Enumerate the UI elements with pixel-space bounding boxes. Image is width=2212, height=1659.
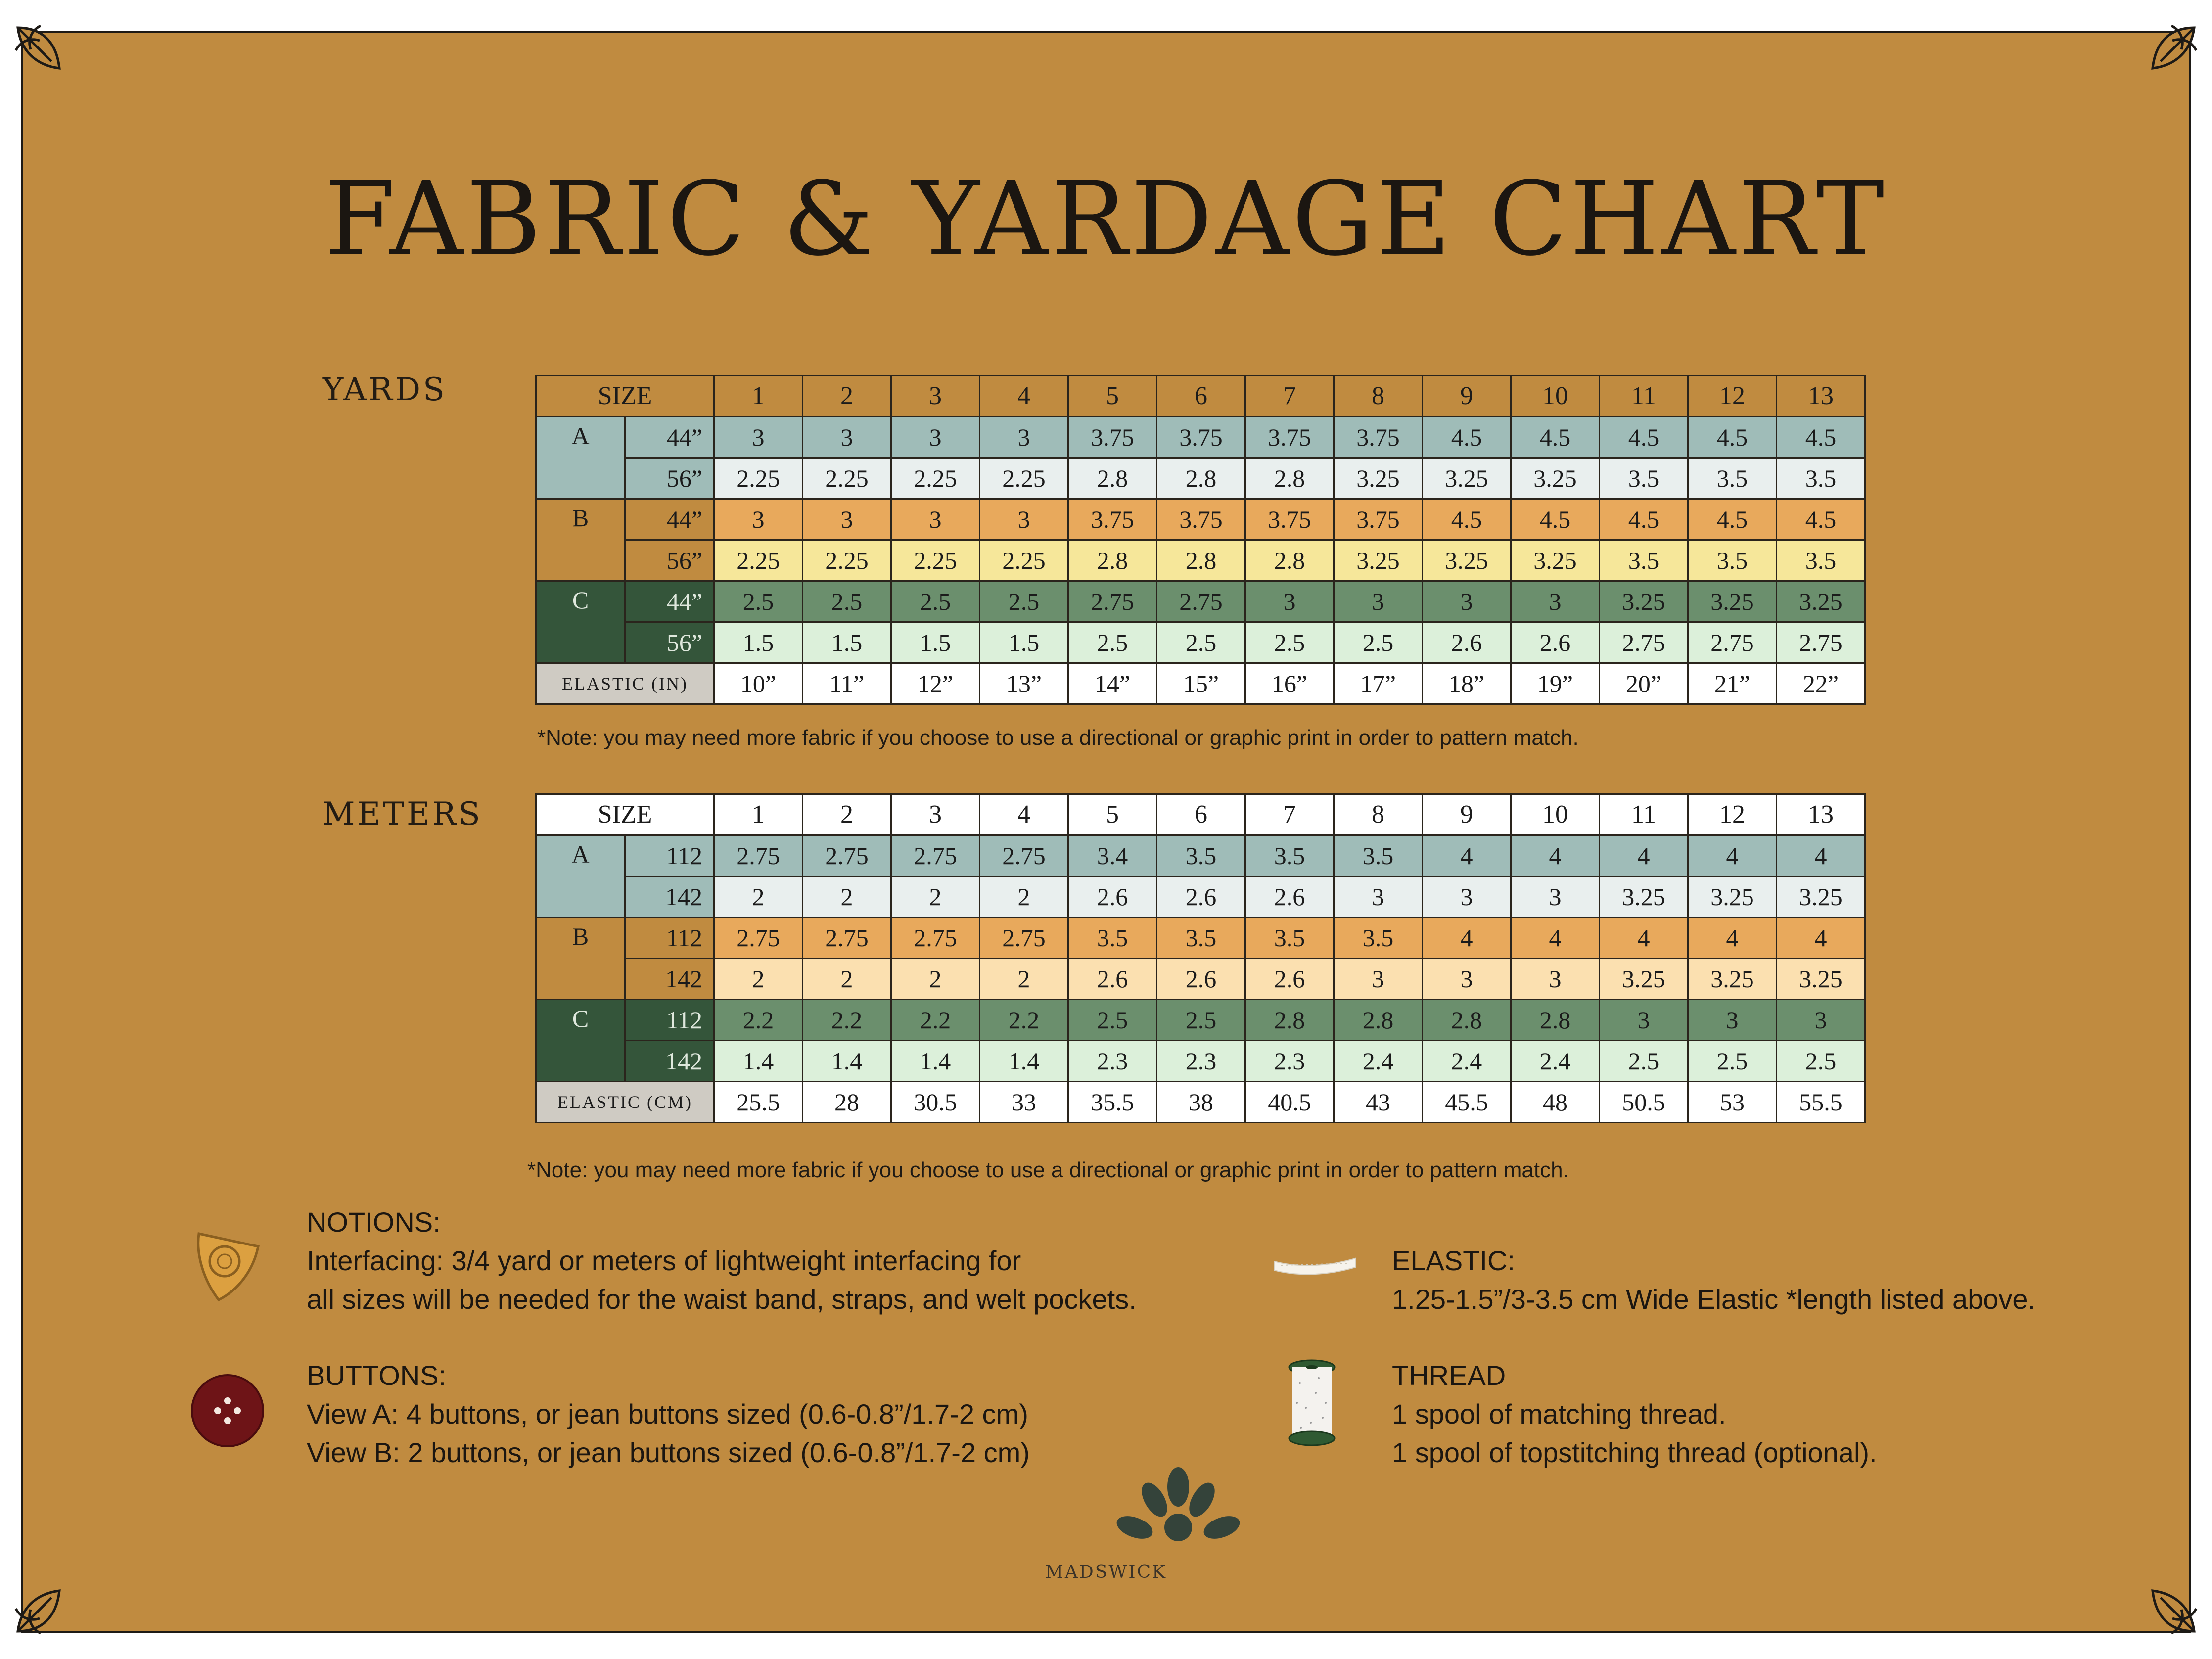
view-row xyxy=(536,458,1865,499)
yards-grid xyxy=(535,375,1866,705)
yardage-cell: 4 xyxy=(1600,835,1688,876)
size-header-cell: 5 xyxy=(1068,376,1157,417)
yardage-cell: 3 xyxy=(980,499,1068,540)
yardage-cell: 2 xyxy=(891,876,980,918)
yardage-cell: 3 xyxy=(1245,581,1334,622)
yardage-cell: 2.25 xyxy=(803,458,891,499)
yardage-cell: 2.75 xyxy=(714,918,803,959)
notions-line: Interfacing: 3/4 yard or meters of lightweight interfacing for xyxy=(307,1245,1021,1276)
elastic-cell: 38 xyxy=(1157,1082,1245,1123)
size-header-cell: 3 xyxy=(891,376,980,417)
elastic-heading: ELASTIC: xyxy=(1392,1245,1515,1276)
yardage-cell: 2.75 xyxy=(803,918,891,959)
elastic-icon xyxy=(1271,1252,1358,1277)
view-label: B xyxy=(536,499,625,581)
fabric-width-cell: 44” xyxy=(625,417,714,458)
thread-line: 1 spool of topstitching thread (optional). xyxy=(1392,1437,1877,1468)
elastic-cell: 43 xyxy=(1334,1082,1423,1123)
fabric-width-cell: 142 xyxy=(625,1041,714,1082)
yardage-cell: 4 xyxy=(1423,918,1511,959)
leaf-corner-icon xyxy=(11,1579,70,1638)
fabric-width-cell: 56” xyxy=(625,458,714,499)
elastic-cell: 55.5 xyxy=(1777,1082,1865,1123)
yardage-cell: 2.8 xyxy=(1245,1000,1334,1041)
yardage-cell: 2.25 xyxy=(891,540,980,581)
view-row xyxy=(536,918,1865,959)
yardage-cell: 1.5 xyxy=(714,622,803,663)
size-header-cell: 8 xyxy=(1334,376,1423,417)
yardage-cell: 3 xyxy=(803,499,891,540)
yardage-cell: 3.5 xyxy=(1600,458,1688,499)
thread-heading: THREAD xyxy=(1392,1360,1506,1391)
yardage-cell: 2.25 xyxy=(891,458,980,499)
yardage-cell: 1.4 xyxy=(891,1041,980,1082)
yardage-cell: 2.5 xyxy=(891,581,980,622)
elastic-cell: 20” xyxy=(1600,663,1688,704)
yardage-cell: 2.6 xyxy=(1423,622,1511,663)
yardage-cell: 2.75 xyxy=(714,835,803,876)
yardage-cell: 3.25 xyxy=(1334,458,1423,499)
yardage-cell: 4 xyxy=(1777,835,1865,876)
yardage-cell: 1.4 xyxy=(980,1041,1068,1082)
yardage-cell: 2 xyxy=(980,959,1068,1000)
yardage-cell: 3.75 xyxy=(1068,417,1157,458)
yardage-cell: 2.75 xyxy=(1068,581,1157,622)
yardage-cell: 2 xyxy=(714,959,803,1000)
size-header-row xyxy=(536,376,1865,417)
yardage-cell: 3.25 xyxy=(1688,959,1777,1000)
yardage-cell: 2.3 xyxy=(1157,1041,1245,1082)
yardage-cell: 2.75 xyxy=(1688,622,1777,663)
view-row xyxy=(536,835,1865,876)
yardage-cell: 3 xyxy=(1511,959,1600,1000)
size-header-cell: 10 xyxy=(1511,376,1600,417)
yardage-cell: 3 xyxy=(1423,959,1511,1000)
yardage-cell: 4.5 xyxy=(1688,499,1777,540)
size-header-label: SIZE xyxy=(536,794,714,835)
elastic-cell: 48 xyxy=(1511,1082,1600,1123)
yardage-cell: 3.25 xyxy=(1334,540,1423,581)
fabric-width-cell: 56” xyxy=(625,622,714,663)
yardage-cell: 2.8 xyxy=(1511,1000,1600,1041)
elastic-cell: 40.5 xyxy=(1245,1082,1334,1123)
yardage-cell: 1.5 xyxy=(803,622,891,663)
yardage-cell: 3.25 xyxy=(1600,959,1688,1000)
yardage-cell: 2.75 xyxy=(891,835,980,876)
yardage-cell: 3 xyxy=(1600,1000,1688,1041)
yardage-cell: 2.25 xyxy=(714,458,803,499)
elastic-cell: 21” xyxy=(1688,663,1777,704)
elastic-cell: 13” xyxy=(980,663,1068,704)
yardage-cell: 4.5 xyxy=(1600,499,1688,540)
yardage-cell: 2.5 xyxy=(803,581,891,622)
yardage-cell: 2.25 xyxy=(803,540,891,581)
yards-note: *Note: you may need more fabric if you choose to use a directional or graphic print in order to pattern match. xyxy=(537,726,1579,750)
size-header-row xyxy=(536,794,1865,835)
yardage-cell: 3 xyxy=(980,417,1068,458)
fabric-width-cell: 112 xyxy=(625,918,714,959)
yardage-cell: 3.25 xyxy=(1423,540,1511,581)
yardage-cell: 2.75 xyxy=(980,835,1068,876)
yardage-cell: 3.25 xyxy=(1688,581,1777,622)
elastic-row-label: ELASTIC (CM) xyxy=(536,1082,714,1123)
elastic-cell: 10” xyxy=(714,663,803,704)
yardage-cell: 3.25 xyxy=(1777,581,1865,622)
yardage-cell: 4.5 xyxy=(1600,417,1688,458)
elastic-block xyxy=(1392,1242,2035,1319)
size-header-cell: 4 xyxy=(980,376,1068,417)
yardage-cell: 4.5 xyxy=(1423,499,1511,540)
elastic-row xyxy=(536,1082,1865,1123)
yardage-cell: 2.3 xyxy=(1068,1041,1157,1082)
view-label: A xyxy=(536,835,625,918)
size-header-cell: 10 xyxy=(1511,794,1600,835)
yardage-cell: 3.5 xyxy=(1157,918,1245,959)
yardage-cell: 3.75 xyxy=(1334,499,1423,540)
yardage-cell: 3.75 xyxy=(1068,499,1157,540)
yardage-cell: 3 xyxy=(714,417,803,458)
yardage-cell: 2.6 xyxy=(1157,876,1245,918)
yardage-cell: 3 xyxy=(1777,1000,1865,1041)
size-header-cell: 9 xyxy=(1423,794,1511,835)
buttons-line: View A: 4 buttons, or jean buttons sized (0.6-0.8”/1.7-2 cm) xyxy=(307,1398,1028,1429)
yardage-cell: 3.5 xyxy=(1157,835,1245,876)
size-header-cell: 2 xyxy=(803,794,891,835)
yardage-cell: 3 xyxy=(1334,581,1423,622)
view-label: C xyxy=(536,581,625,663)
yardage-cell: 2.5 xyxy=(1157,1000,1245,1041)
fabric-width-cell: 44” xyxy=(625,499,714,540)
yardage-cell: 4.5 xyxy=(1511,499,1600,540)
yardage-cell: 2.8 xyxy=(1245,458,1334,499)
yardage-cell: 2.5 xyxy=(1688,1041,1777,1082)
elastic-cell: 25.5 xyxy=(714,1082,803,1123)
elastic-cell: 11” xyxy=(803,663,891,704)
view-row xyxy=(536,1041,1865,1082)
yardage-cell: 2.75 xyxy=(803,835,891,876)
yards-table xyxy=(535,375,1864,705)
elastic-cell: 28 xyxy=(803,1082,891,1123)
yardage-cell: 2.5 xyxy=(1600,1041,1688,1082)
yardage-cell: 2.8 xyxy=(1068,458,1157,499)
yardage-cell: 3.5 xyxy=(1600,540,1688,581)
size-header-cell: 4 xyxy=(980,794,1068,835)
yardage-cell: 4 xyxy=(1777,918,1865,959)
elastic-row xyxy=(536,663,1865,704)
yardage-cell: 1.5 xyxy=(980,622,1068,663)
yardage-cell: 3.25 xyxy=(1777,959,1865,1000)
yardage-cell: 2.3 xyxy=(1245,1041,1334,1082)
view-row xyxy=(536,417,1865,458)
elastic-cell: 14” xyxy=(1068,663,1157,704)
yardage-cell: 2.75 xyxy=(1600,622,1688,663)
yardage-cell: 3 xyxy=(1688,1000,1777,1041)
yardage-cell: 4 xyxy=(1511,835,1600,876)
size-header-cell: 7 xyxy=(1245,794,1334,835)
view-row xyxy=(536,876,1865,918)
tailor-chalk-icon xyxy=(189,1226,264,1305)
elastic-cell: 12” xyxy=(891,663,980,704)
yardage-cell: 4 xyxy=(1423,835,1511,876)
view-label: B xyxy=(536,918,625,1000)
yardage-cell: 1.4 xyxy=(803,1041,891,1082)
size-header-cell: 8 xyxy=(1334,794,1423,835)
yardage-cell: 3.5 xyxy=(1688,458,1777,499)
yardage-cell: 3 xyxy=(891,417,980,458)
thread-line: 1 spool of matching thread. xyxy=(1392,1398,1726,1429)
yardage-cell: 2.2 xyxy=(980,1000,1068,1041)
elastic-cell: 19” xyxy=(1511,663,1600,704)
size-header-cell: 2 xyxy=(803,376,891,417)
yardage-cell: 3.75 xyxy=(1157,499,1245,540)
yardage-cell: 3.25 xyxy=(1688,876,1777,918)
fabric-width-cell: 142 xyxy=(625,876,714,918)
elastic-cell: 45.5 xyxy=(1423,1082,1511,1123)
size-header-cell: 1 xyxy=(714,794,803,835)
yardage-cell: 1.5 xyxy=(891,622,980,663)
meters-grid xyxy=(535,793,1866,1123)
view-label: C xyxy=(536,1000,625,1082)
yardage-cell: 2.6 xyxy=(1068,959,1157,1000)
thread-block xyxy=(1392,1356,1877,1472)
size-header-cell: 1 xyxy=(714,376,803,417)
yardage-cell: 2 xyxy=(803,876,891,918)
view-label: A xyxy=(536,417,625,499)
yardage-cell: 4 xyxy=(1511,918,1600,959)
elastic-cell: 16” xyxy=(1245,663,1334,704)
yardage-cell: 2.2 xyxy=(803,1000,891,1041)
yardage-cell: 3.5 xyxy=(1068,918,1157,959)
elastic-cell: 35.5 xyxy=(1068,1082,1157,1123)
yardage-cell: 2.2 xyxy=(714,1000,803,1041)
yardage-cell: 3.25 xyxy=(1423,458,1511,499)
yardage-cell: 3 xyxy=(1423,876,1511,918)
yardage-cell: 3 xyxy=(1334,959,1423,1000)
yardage-cell: 3 xyxy=(1511,581,1600,622)
size-header-label: SIZE xyxy=(536,376,714,417)
leaf-corner-icon xyxy=(2142,21,2201,80)
yardage-cell: 2.25 xyxy=(714,540,803,581)
yardage-cell: 3.5 xyxy=(1777,540,1865,581)
yardage-cell: 3.5 xyxy=(1245,918,1334,959)
elastic-row-label: ELASTIC (IN) xyxy=(536,663,714,704)
yardage-cell: 2.5 xyxy=(1157,622,1245,663)
yardage-cell: 4.5 xyxy=(1688,417,1777,458)
elastic-cell: 18” xyxy=(1423,663,1511,704)
elastic-cell: 30.5 xyxy=(891,1082,980,1123)
yardage-cell: 2 xyxy=(714,876,803,918)
yardage-cell: 3.5 xyxy=(1245,835,1334,876)
size-header-cell: 6 xyxy=(1157,794,1245,835)
yardage-cell: 4.5 xyxy=(1511,417,1600,458)
buttons-heading: BUTTONS: xyxy=(307,1360,447,1391)
notions-block xyxy=(307,1203,1137,1319)
yardage-cell: 2.6 xyxy=(1157,959,1245,1000)
yardage-cell: 3.25 xyxy=(1511,540,1600,581)
size-header-cell: 13 xyxy=(1777,794,1865,835)
yardage-cell: 1.4 xyxy=(714,1041,803,1082)
size-header-cell: 13 xyxy=(1777,376,1865,417)
yardage-cell: 2.5 xyxy=(1334,622,1423,663)
yardage-cell: 3.75 xyxy=(1334,417,1423,458)
elastic-cell: 53 xyxy=(1688,1082,1777,1123)
yardage-cell: 2.75 xyxy=(1157,581,1245,622)
elastic-cell: 15” xyxy=(1157,663,1245,704)
yardage-cell: 2.6 xyxy=(1068,876,1157,918)
yardage-cell: 2.25 xyxy=(980,458,1068,499)
view-row xyxy=(536,622,1865,663)
fabric-width-cell: 112 xyxy=(625,835,714,876)
yardage-cell: 3 xyxy=(1511,876,1600,918)
yardage-cell: 3.75 xyxy=(1245,417,1334,458)
view-row xyxy=(536,1000,1865,1041)
yardage-cell: 4.5 xyxy=(1423,417,1511,458)
meters-label: METERS xyxy=(323,796,483,832)
yardage-cell: 2 xyxy=(891,959,980,1000)
size-header-cell: 11 xyxy=(1600,376,1688,417)
elastic-cell: 22” xyxy=(1777,663,1865,704)
yardage-cell: 2.5 xyxy=(1777,1041,1865,1082)
yardage-cell: 4.5 xyxy=(1777,417,1865,458)
leaf-corner-icon xyxy=(2142,1579,2201,1638)
yardage-cell: 3.75 xyxy=(1157,417,1245,458)
yardage-cell: 2.4 xyxy=(1334,1041,1423,1082)
brand-name: MADSWICK xyxy=(1045,1562,1167,1582)
view-row xyxy=(536,540,1865,581)
yardage-cell: 4 xyxy=(1688,835,1777,876)
yardage-cell: 2.8 xyxy=(1423,1000,1511,1041)
size-header-cell: 12 xyxy=(1688,794,1777,835)
yards-label: YARDS xyxy=(323,371,447,408)
yardage-cell: 4 xyxy=(1600,918,1688,959)
elastic-cell: 50.5 xyxy=(1600,1082,1688,1123)
notions-line: all sizes will be needed for the waist band, straps, and welt pockets. xyxy=(307,1284,1137,1315)
elastic-line: 1.25-1.5”/3-3.5 cm Wide Elastic *length listed above. xyxy=(1392,1284,2036,1315)
yardage-cell: 2.75 xyxy=(1777,622,1865,663)
yardage-cell: 2.25 xyxy=(980,540,1068,581)
button-icon xyxy=(190,1373,265,1448)
yardage-cell: 2 xyxy=(980,876,1068,918)
yardage-cell: 2.5 xyxy=(1068,1000,1157,1041)
meters-table xyxy=(535,793,1864,1123)
yardage-cell: 3.5 xyxy=(1688,540,1777,581)
yardage-cell: 2.75 xyxy=(980,918,1068,959)
yardage-cell: 2.8 xyxy=(1334,1000,1423,1041)
yardage-cell: 2.2 xyxy=(891,1000,980,1041)
yardage-cell: 3.5 xyxy=(1334,918,1423,959)
yardage-cell: 2.8 xyxy=(1245,540,1334,581)
yardage-cell: 3 xyxy=(1334,876,1423,918)
yardage-cell: 2.4 xyxy=(1423,1041,1511,1082)
yardage-cell: 2.6 xyxy=(1245,876,1334,918)
yardage-cell: 2.5 xyxy=(980,581,1068,622)
yardage-cell: 3.4 xyxy=(1068,835,1157,876)
yardage-cell: 2.5 xyxy=(714,581,803,622)
yardage-cell: 3 xyxy=(803,417,891,458)
size-header-cell: 11 xyxy=(1600,794,1688,835)
yardage-cell: 3.5 xyxy=(1334,835,1423,876)
flower-logo-icon xyxy=(1114,1464,1243,1548)
yardage-cell: 2.8 xyxy=(1157,540,1245,581)
yardage-cell: 2.4 xyxy=(1511,1041,1600,1082)
yardage-cell: 2.75 xyxy=(891,918,980,959)
yardage-cell: 3 xyxy=(891,499,980,540)
size-header-cell: 12 xyxy=(1688,376,1777,417)
yardage-cell: 3.25 xyxy=(1777,876,1865,918)
thread-spool-icon xyxy=(1286,1358,1337,1448)
yardage-cell: 3.75 xyxy=(1245,499,1334,540)
meters-note: *Note: you may need more fabric if you choose to use a directional or graphic print in order to pattern match. xyxy=(527,1158,1569,1182)
yardage-cell: 3.25 xyxy=(1600,876,1688,918)
size-header-cell: 5 xyxy=(1068,794,1157,835)
size-header-cell: 3 xyxy=(891,794,980,835)
buttons-line: View B: 2 buttons, or jean buttons sized (0.6-0.8”/1.7-2 cm) xyxy=(307,1437,1030,1468)
fabric-width-cell: 142 xyxy=(625,959,714,1000)
elastic-cell: 17” xyxy=(1334,663,1423,704)
yardage-cell: 3.25 xyxy=(1511,458,1600,499)
yardage-cell: 2.6 xyxy=(1511,622,1600,663)
size-header-cell: 9 xyxy=(1423,376,1511,417)
fabric-width-cell: 112 xyxy=(625,1000,714,1041)
view-row xyxy=(536,499,1865,540)
page-title: FABRIC & YARDAGE CHART xyxy=(324,160,1888,278)
size-header-cell: 7 xyxy=(1245,376,1334,417)
yardage-cell: 4.5 xyxy=(1777,499,1865,540)
leaf-corner-icon xyxy=(11,21,70,80)
elastic-cell: 33 xyxy=(980,1082,1068,1123)
yardage-cell: 3.25 xyxy=(1600,581,1688,622)
fabric-width-cell: 56” xyxy=(625,540,714,581)
yardage-cell: 4 xyxy=(1688,918,1777,959)
yardage-cell: 3 xyxy=(1423,581,1511,622)
buttons-block xyxy=(307,1356,1030,1472)
size-header-cell: 6 xyxy=(1157,376,1245,417)
yardage-cell: 2.8 xyxy=(1068,540,1157,581)
yardage-cell: 3 xyxy=(714,499,803,540)
view-row xyxy=(536,581,1865,622)
notions-heading: NOTIONS: xyxy=(307,1206,441,1238)
yardage-cell: 3.5 xyxy=(1777,458,1865,499)
yardage-cell: 2.6 xyxy=(1245,959,1334,1000)
yardage-cell: 2.8 xyxy=(1157,458,1245,499)
yardage-cell: 2.5 xyxy=(1245,622,1334,663)
fabric-width-cell: 44” xyxy=(625,581,714,622)
view-row xyxy=(536,959,1865,1000)
yardage-cell: 2.5 xyxy=(1068,622,1157,663)
yardage-cell: 2 xyxy=(803,959,891,1000)
